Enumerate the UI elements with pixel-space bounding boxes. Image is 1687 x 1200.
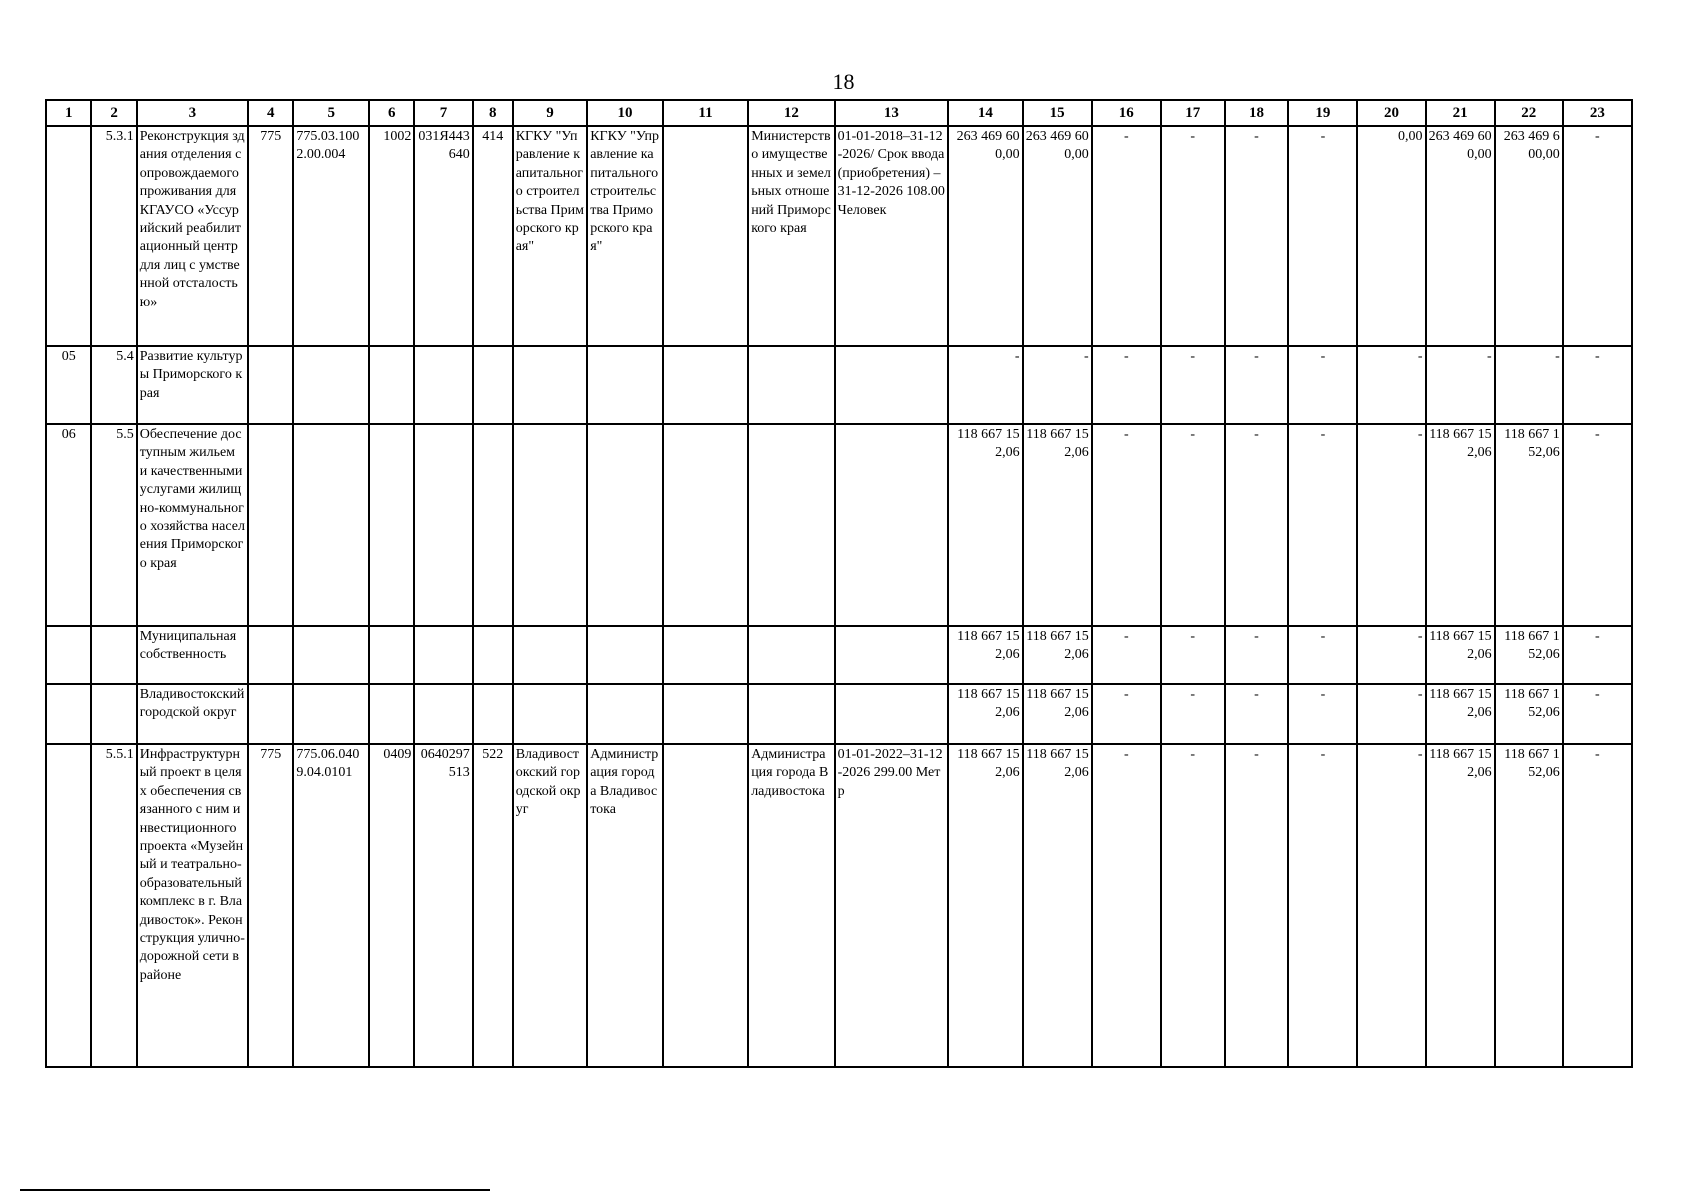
col-header: 2 — [91, 100, 136, 126]
col-header: 5 — [293, 100, 369, 126]
table-cell — [513, 424, 588, 626]
table-cell: 1002 — [369, 126, 414, 346]
table-cell: 031Я443640 — [414, 126, 472, 346]
table-cell: 5.5.1 — [91, 744, 136, 1067]
table-cell — [248, 684, 293, 744]
table-cell: - — [1225, 346, 1289, 424]
table-cell — [473, 424, 513, 626]
footer-divider — [20, 1189, 490, 1191]
table-cell: КГКУ "Управление капитального строительства Приморского края" — [587, 126, 663, 346]
table-cell — [293, 684, 369, 744]
table-cell: 775 — [248, 126, 293, 346]
table-cell: - — [1225, 126, 1289, 346]
table-cell — [835, 346, 948, 424]
table-cell — [46, 684, 91, 744]
table-cell: 118 667 152,06 — [1426, 626, 1495, 684]
table-cell — [513, 346, 588, 424]
table-cell — [91, 626, 136, 684]
table-cell: - — [1563, 684, 1632, 744]
table-cell — [414, 684, 472, 744]
table-row — [46, 744, 1632, 1067]
table-cell: 5.4 — [91, 346, 136, 424]
table-cell: 263 469 600,00 — [1426, 126, 1495, 346]
table-cell: Обеспечение доступным жильем и качественными услугами жилищно-коммунального хозяйства населения Приморского края — [137, 424, 248, 626]
table-cell — [587, 346, 663, 424]
table-cell — [473, 346, 513, 424]
table-row — [46, 424, 1632, 626]
table-cell — [293, 346, 369, 424]
table-cell — [663, 126, 748, 346]
table-cell — [414, 424, 472, 626]
col-header: 19 — [1288, 100, 1357, 126]
table-cell: - — [948, 346, 1023, 424]
table-cell: - — [1225, 744, 1289, 1067]
table-cell — [663, 626, 748, 684]
table-cell: - — [1288, 626, 1357, 684]
table-cell — [748, 424, 834, 626]
col-header: 10 — [587, 100, 663, 126]
table-cell: 118 667 152,06 — [1023, 424, 1092, 626]
table-cell: - — [1092, 684, 1161, 744]
table-cell — [473, 626, 513, 684]
table-cell: 118 667 152,06 — [948, 626, 1023, 684]
table-cell: - — [1161, 684, 1225, 744]
col-header: 14 — [948, 100, 1023, 126]
table-cell — [513, 684, 588, 744]
table-cell: 118 667 152,06 — [1426, 744, 1495, 1067]
table-cell: - — [1357, 626, 1425, 684]
table-cell: - — [1092, 346, 1161, 424]
table-row — [46, 684, 1632, 744]
table-cell: - — [1092, 626, 1161, 684]
table-cell: - — [1288, 424, 1357, 626]
table-cell: 118 667 152,06 — [1023, 684, 1092, 744]
table-cell: - — [1357, 744, 1425, 1067]
table-cell: 118 667 152,06 — [1495, 626, 1563, 684]
table-cell — [835, 424, 948, 626]
table-cell — [748, 684, 834, 744]
table-cell — [369, 346, 414, 424]
table-cell: - — [1225, 424, 1289, 626]
col-header: 20 — [1357, 100, 1425, 126]
table-cell: 06 — [46, 424, 91, 626]
table-cell: Владивостокский городской округ — [137, 684, 248, 744]
col-header: 12 — [748, 100, 834, 126]
table-cell — [663, 424, 748, 626]
table-cell: 263 469 600,00 — [948, 126, 1023, 346]
data-table — [45, 99, 1633, 1068]
table-cell — [248, 424, 293, 626]
table-cell — [663, 684, 748, 744]
table-cell: КГКУ "Управление капитального строительства Приморского края" — [513, 126, 588, 346]
table-cell: 0640297513 — [414, 744, 472, 1067]
table-cell: - — [1357, 424, 1425, 626]
table-cell: Министерство имущественных и земельных отношений Приморского края — [748, 126, 834, 346]
table-cell: - — [1495, 346, 1563, 424]
header-row — [46, 100, 1632, 126]
table-cell: 5.3.1 — [91, 126, 136, 346]
table-cell: - — [1161, 424, 1225, 626]
table-cell — [663, 346, 748, 424]
col-header: 23 — [1563, 100, 1632, 126]
table-cell: - — [1092, 424, 1161, 626]
col-header: 3 — [137, 100, 248, 126]
table-cell: - — [1563, 744, 1632, 1067]
table-cell: 263 469 600,00 — [1495, 126, 1563, 346]
table-cell: 5.5 — [91, 424, 136, 626]
table-cell: Реконструкция здания отделения сопровождаемого проживания для КГАУСО «Уссурийский реабилитационный центр для лиц с умственной отсталостью» — [137, 126, 248, 346]
table-cell — [587, 684, 663, 744]
col-header: 17 — [1161, 100, 1225, 126]
table-cell: 01-01-2018–31-12-2026/ Срок ввода (приобретения) – 31-12-2026 108.00 Человек — [835, 126, 948, 346]
table-cell: Администрация города Владивостока — [748, 744, 834, 1067]
table-cell: 118 667 152,06 — [1426, 684, 1495, 744]
table-cell: 118 667 152,06 — [1426, 424, 1495, 626]
table-cell: Владивостокский городской округ — [513, 744, 588, 1067]
table-cell: 118 667 152,06 — [948, 684, 1023, 744]
table-cell: 118 667 152,06 — [1495, 684, 1563, 744]
table-cell — [414, 626, 472, 684]
table-cell: 01-01-2022–31-12-2026 299.00 Метр — [835, 744, 948, 1067]
table-cell — [587, 626, 663, 684]
table-row — [46, 346, 1632, 424]
table-cell: - — [1092, 126, 1161, 346]
table-cell — [473, 684, 513, 744]
table-cell — [91, 684, 136, 744]
table-cell: 118 667 152,06 — [1495, 424, 1563, 626]
table-cell: 118 667 152,06 — [1023, 626, 1092, 684]
table-cell — [835, 684, 948, 744]
table-cell: 775 — [248, 744, 293, 1067]
table-cell: - — [1563, 346, 1632, 424]
col-header: 15 — [1023, 100, 1092, 126]
table-cell: - — [1563, 626, 1632, 684]
col-header: 18 — [1225, 100, 1289, 126]
table-cell: - — [1563, 424, 1632, 626]
table-cell — [748, 346, 834, 424]
table-cell — [293, 424, 369, 626]
table-cell: - — [1161, 126, 1225, 346]
table-cell: - — [1023, 346, 1092, 424]
table-cell: 118 667 152,06 — [948, 744, 1023, 1067]
table-cell: 0409 — [369, 744, 414, 1067]
table-cell: - — [1426, 346, 1495, 424]
table-cell — [248, 346, 293, 424]
table-cell: 522 — [473, 744, 513, 1067]
table-cell — [369, 424, 414, 626]
table-cell: 118 667 152,06 — [948, 424, 1023, 626]
table-cell: - — [1225, 684, 1289, 744]
table-cell: - — [1161, 744, 1225, 1067]
col-header: 21 — [1426, 100, 1495, 126]
col-header: 6 — [369, 100, 414, 126]
table-cell — [46, 744, 91, 1067]
table-cell — [293, 626, 369, 684]
table-cell — [369, 684, 414, 744]
table-cell: - — [1161, 346, 1225, 424]
table-cell: - — [1563, 126, 1632, 346]
table-cell: Инфраструктурный проект в целях обеспечения связанного с ним инвестиционного проекта «Музейный и театрально-образовательный комплекс в г. Владивосток». Реконструкция улично-дорожной сети в районе — [137, 744, 248, 1067]
table-cell — [46, 126, 91, 346]
table-cell: - — [1357, 684, 1425, 744]
table-cell: Администрация города Владивостока — [587, 744, 663, 1067]
table-cell: 118 667 152,06 — [1023, 744, 1092, 1067]
table-cell: 414 — [473, 126, 513, 346]
table-cell: Муниципальная собственность — [137, 626, 248, 684]
table-cell: - — [1161, 626, 1225, 684]
table-cell — [414, 346, 472, 424]
table-row — [46, 126, 1632, 346]
table-cell: 05 — [46, 346, 91, 424]
table-body — [46, 126, 1632, 1067]
table-cell — [369, 626, 414, 684]
table-cell: 0,00 — [1357, 126, 1425, 346]
col-header: 22 — [1495, 100, 1563, 126]
table-cell — [513, 626, 588, 684]
col-header: 13 — [835, 100, 948, 126]
table-cell — [835, 626, 948, 684]
col-header: 4 — [248, 100, 293, 126]
table-cell — [587, 424, 663, 626]
table-cell: Развитие культуры Приморского края — [137, 346, 248, 424]
table-cell: - — [1357, 346, 1425, 424]
table-cell: 263 469 600,00 — [1023, 126, 1092, 346]
table-row — [46, 626, 1632, 684]
table-cell: - — [1288, 346, 1357, 424]
table-cell: 775.06.0409.04.0101 — [293, 744, 369, 1067]
col-header: 9 — [513, 100, 588, 126]
table-cell: 775.03.1002.00.004 — [293, 126, 369, 346]
table-cell — [248, 626, 293, 684]
col-header: 1 — [46, 100, 91, 126]
col-header: 8 — [473, 100, 513, 126]
table-cell — [748, 626, 834, 684]
col-header: 16 — [1092, 100, 1161, 126]
table-cell: 118 667 152,06 — [1495, 744, 1563, 1067]
table-cell: - — [1288, 744, 1357, 1067]
table-cell: - — [1288, 684, 1357, 744]
page-number: 18 — [832, 69, 855, 94]
table-cell — [663, 744, 748, 1067]
table-cell: - — [1288, 126, 1357, 346]
table-cell: - — [1225, 626, 1289, 684]
table-cell: - — [1092, 744, 1161, 1067]
col-header: 7 — [414, 100, 472, 126]
table-cell — [46, 626, 91, 684]
col-header: 11 — [663, 100, 748, 126]
